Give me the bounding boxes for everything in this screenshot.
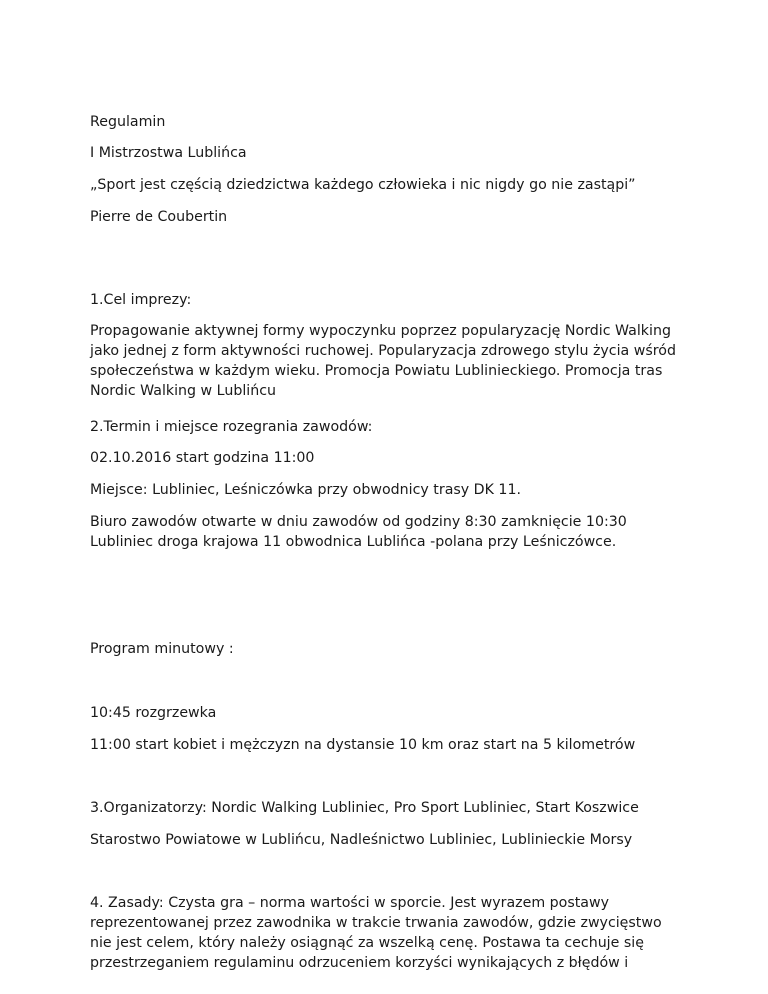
program-item: 10:45 rozgrzewka — [90, 705, 217, 721]
document-subtitle: I Mistrzostwa Lublińca — [90, 145, 247, 161]
section3-line: 3.Organizatorzy: Nordic Walking Lubliniec, Pro Sport Lubliniec, Start Koszwice — [90, 800, 639, 816]
quote-author: Pierre de Coubertin — [90, 209, 228, 225]
section4-line: reprezentowanej przez zawodnika w trakcie trwania zawodów, gdzie zwycięstwo — [90, 915, 662, 931]
section2-place: Miejsce: Lubliniec, Leśniczówka przy obwodnicy trasy DK 11. — [90, 482, 521, 498]
section4-line: nie jest celem, który należy osiągnąć za wszelką cenę. Postawa ta cechuje się — [90, 935, 644, 951]
section2-date: 02.10.2016 start godzina 11:00 — [90, 450, 315, 466]
section1-line: Propagowanie aktywnej formy wypoczynku poprzez popularyzację Nordic Walking — [90, 323, 671, 339]
section2-office — [90, 512, 627, 552]
section1-line: Nordic Walking w Lublińcu — [90, 383, 276, 399]
section4-line: 4. Zasady: Czysta gra – norma wartości w sporcie. Jest wyrazem postawy — [90, 895, 609, 911]
section2-heading: 2.Termin i miejsce rozegrania zawodów: — [90, 419, 373, 435]
section4-line: przestrzeganiem regulaminu odrzuceniem korzyści wynikających z błędów i — [90, 955, 629, 971]
section2-office-line: Lubliniec droga krajowa 11 obwodnica Lublińca -polana przy Leśniczówce. — [90, 534, 617, 550]
section3-line: Starostwo Powiatowe w Lublińcu, Nadleśnictwo Lubliniec, Lublinieckie Morsy — [90, 832, 633, 848]
section4-body — [90, 893, 662, 973]
section1-heading: 1.Cel imprezy: — [90, 292, 192, 308]
section2-office-line: Biuro zawodów otwarte w dniu zawodów od godziny 8:30 zamknięcie 10:30 — [90, 514, 627, 530]
program-heading: Program minutowy : — [90, 641, 234, 657]
quote: „Sport jest częścią dziedzictwa każdego człowieka i nic nigdy go nie zastąpi” — [90, 177, 636, 193]
section1-body — [90, 321, 676, 401]
document-title: Regulamin — [90, 114, 166, 130]
section1-line: jako jednej z form aktywności ruchowej. Popularyzacja zdrowego stylu życia wśród — [90, 343, 676, 359]
section1-line: społeczeństwa w każdym wieku. Promocja Powiatu Lublinieckiego. Promocja tras — [90, 363, 663, 379]
program-item: 11:00 start kobiet i mężczyzn na dystansie 10 km oraz start na 5 kilometrów — [90, 737, 636, 753]
